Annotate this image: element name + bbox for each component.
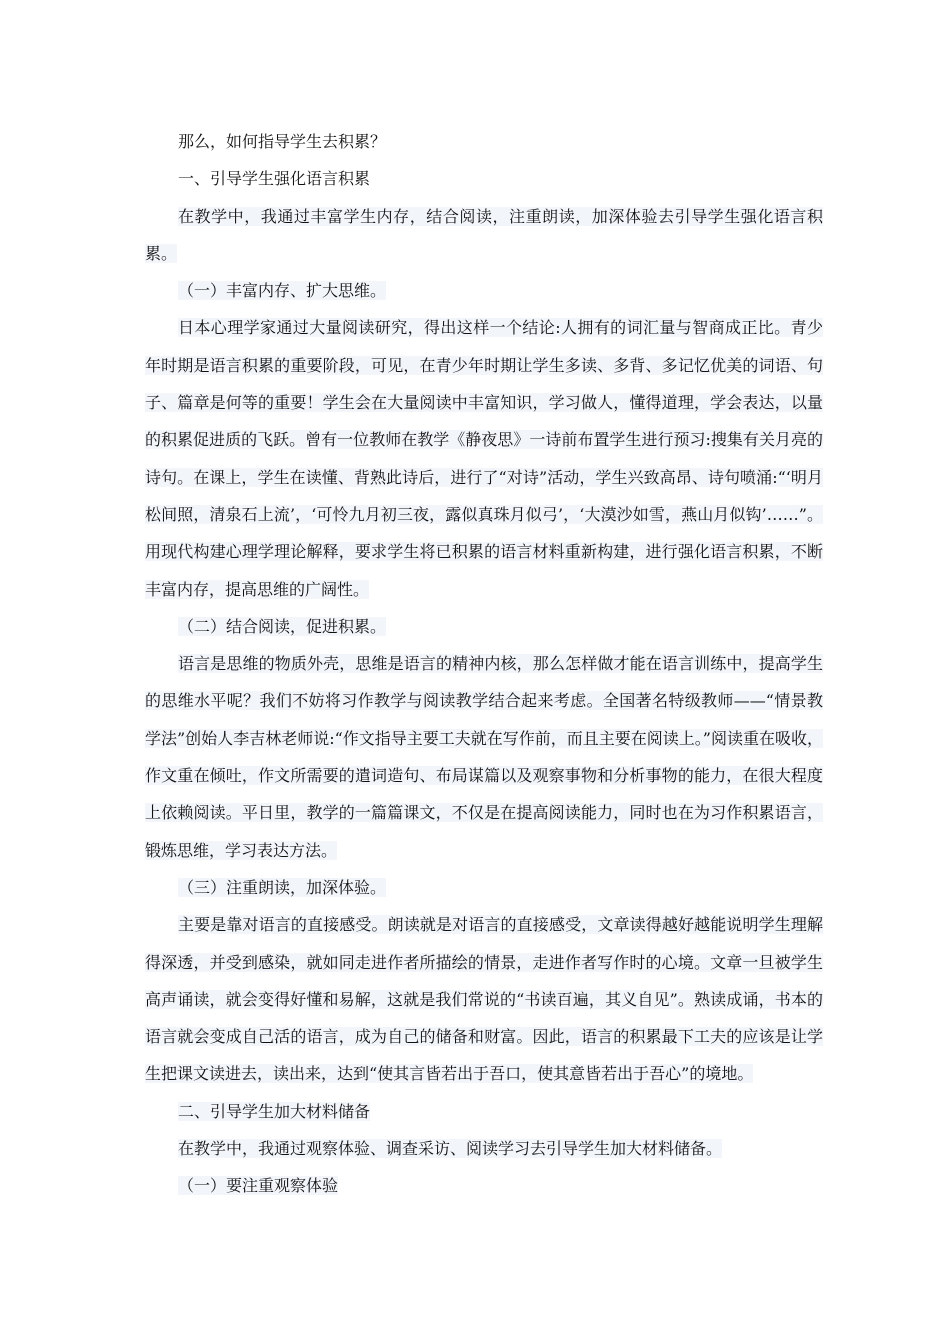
- subheading-3-text: （三）注重朗读，加深体验。: [178, 877, 387, 897]
- paragraph-reading-text: 语言是思维的物质外壳，思维是语言的精神内核，那么怎样做才能在语言训练中，提高学生的思维水平呢？我们不妨将习作教学与阅读教学结合起来考虑。全国著名特级教师——“情景教学法”创始人李吉林老师说:“作文指导主要工夫就在写作前，而且主要在阅读上。”阅读重在吸收，作文重在倾吐，作文所需要的遣词造句、布局谋篇以及观察事物和分析事物的能力，在很大程度上依赖阅读。平日里，教学的一篇篇课文，不仅是在提高阅读能力，同时也在为习作积累语言，锻炼思维，学习表达方法。: [145, 654, 823, 860]
- subheading-2-text: （二）结合阅读，促进积累。: [178, 616, 387, 636]
- question-line: [145, 123, 823, 160]
- paragraph-intro-text: 在教学中，我通过丰富学生内存，结合阅读，注重朗读，加深体验去引导学生强化语言积累。: [145, 206, 823, 263]
- question-text: 那么，如何指导学生去积累？: [178, 132, 387, 151]
- subheading-4: [145, 1167, 823, 1204]
- document-body: [145, 123, 823, 1205]
- section-heading-1: [145, 160, 823, 197]
- subheading-4-text: （一）要注重观察体验: [178, 1176, 339, 1196]
- paragraph-recitation-text: 主要是靠对语言的直接感受。朗读就是对语言的直接感受，文章读得越好越能说明学生理解得深透，并受到感染，就如同走进作者所描绘的情景，走进作者写作时的心境。文章一旦被学生高声诵读，就会变得好懂和易解，这就是我们常说的“书读百遍，其义自见”。熟读成诵，书本的语言就会变成自己活的语言，成为自己的储备和财富。因此，语言的积累最下工夫的应该是让学生把课文读进去，读出来，达到“使其言皆若出于吾口，使其意皆若出于吾心”的境地。: [145, 915, 823, 1084]
- paragraph-recitation: [145, 906, 823, 1092]
- paragraph-intro: [145, 198, 823, 273]
- paragraph-memory-text: 日本心理学家通过大量阅读研究，得出这样一个结论:人拥有的词汇量与智商成正比。青少年时期是语言积累的重要阶段，可见，在青少年时期让学生多读、多背、多记忆优美的词语、句子、篇章是何等的重要！学生会在大量阅读中丰富知识，学习做人，懂得道理，学会表达，以量的积累促进质的飞跃。曾有一位教师在教学《静夜思》一诗前布置学生进行预习:搜集有关月亮的诗句。在课上，学生在读懂、背熟此诗后，进行了“对诗”活动，学生兴致高昂、诗句喷涌:“‘明月松间照，清泉石上流’，‘可怜九月初三夜，露似真珠月似弓’，‘大漠沙如雪，燕山月似钩’……”。用现代构建心理学理论解释，要求学生将已积累的语言材料重新构建，进行强化语言积累，不断丰富内存，提高思维的广阔性。: [145, 318, 823, 599]
- section-heading-1-text: 一、引导学生强化语言积累: [178, 169, 371, 189]
- section-heading-2-text: 二、引导学生加大材料储备: [178, 1101, 371, 1121]
- paragraph-reading: [145, 645, 823, 869]
- paragraph-memory: [145, 309, 823, 607]
- section-heading-2: [145, 1093, 823, 1130]
- paragraph-materials-text: 在教学中，我通过观察体验、调查采访、阅读学习去引导学生加大材料储备。: [178, 1139, 723, 1159]
- subheading-2: [145, 608, 823, 645]
- subheading-1-text: （一）丰富内存、扩大思维。: [178, 281, 387, 301]
- paragraph-materials: [145, 1130, 823, 1167]
- subheading-1: [145, 272, 823, 309]
- subheading-3: [145, 869, 823, 906]
